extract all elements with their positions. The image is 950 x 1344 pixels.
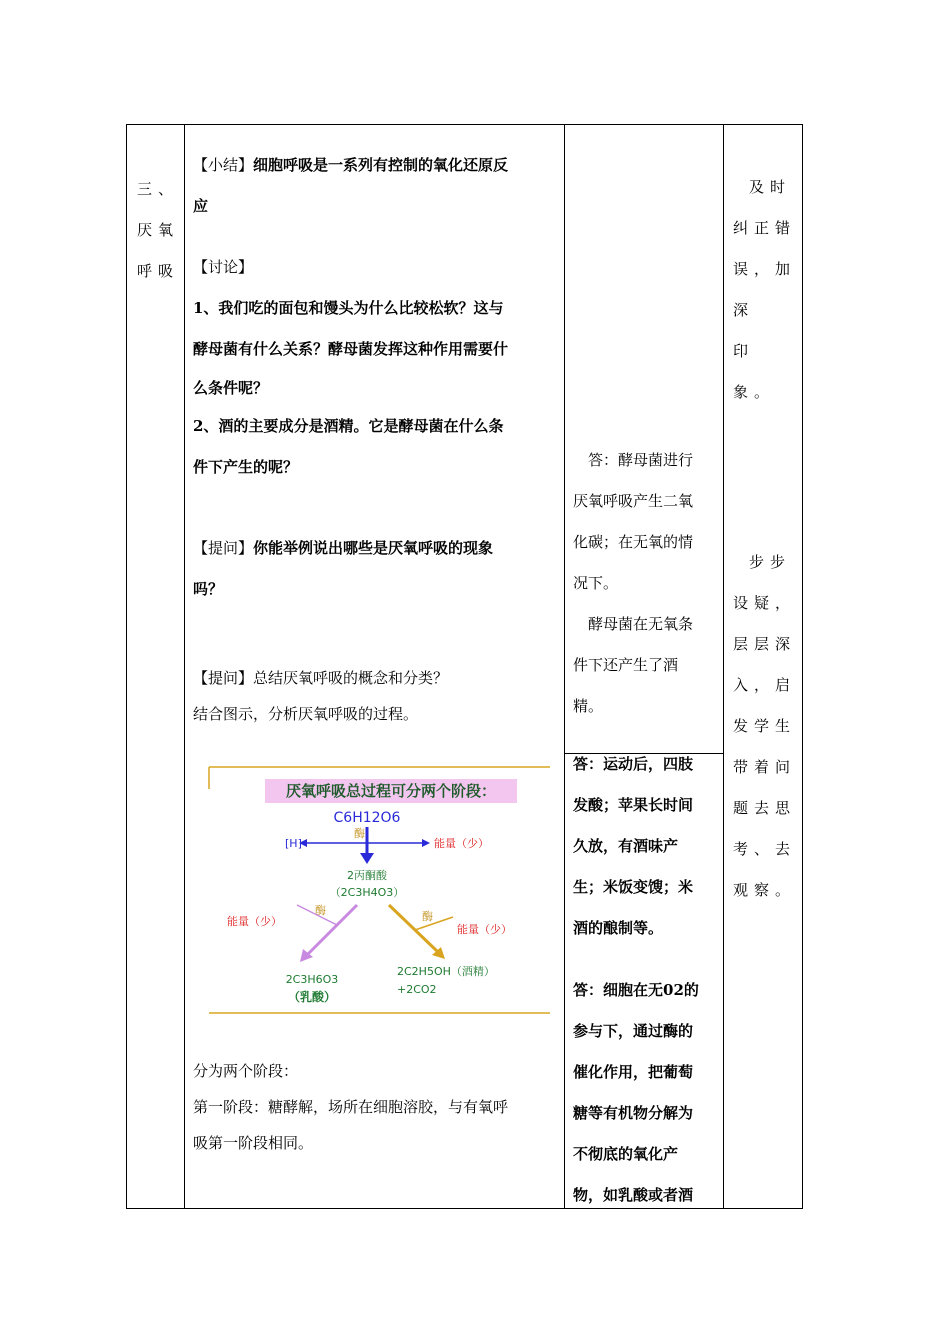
- note-line: 入，启: [733, 676, 797, 694]
- enzyme-label: 酶: [422, 910, 433, 923]
- note-line: 带着问: [733, 758, 797, 776]
- student-answer: [573, 744, 716, 949]
- teaching-content: [193, 145, 558, 732]
- enzyme-label: 酶: [354, 827, 365, 840]
- stage-line: 第一阶段：糖酵解，场所在细胞溶胶，与有氧呼: [193, 1098, 509, 1116]
- arrowhead-icon: [360, 853, 374, 864]
- energy-label: 能量（少）: [457, 923, 512, 936]
- column-divider: [723, 125, 724, 1208]
- summary-line: [193, 145, 558, 186]
- ask-tag: 【提问】: [193, 669, 254, 687]
- question-line: 件下产生的呢？: [193, 458, 299, 476]
- note-line: 深印: [733, 301, 773, 360]
- note-line: 发学生: [733, 717, 797, 735]
- ask-line: [193, 528, 558, 569]
- note-line: 步步: [749, 553, 792, 571]
- h-label: [H]: [285, 837, 302, 850]
- anaerobic-diagram: [207, 765, 552, 1015]
- note-line: 纠正错: [733, 219, 797, 237]
- ask-text: 吗？: [193, 580, 224, 598]
- answer-line: 催化作用，把葡萄: [573, 1063, 694, 1081]
- note-line: 设疑，: [733, 594, 797, 612]
- summary-text: 细胞呼吸是一系列有控制的氧化还原反: [253, 156, 509, 174]
- note-line: 考、去: [733, 840, 797, 858]
- ask-text: 你能举例说出哪些是厌氧呼吸的现象: [253, 539, 494, 557]
- ask-follow: 结合图示，分析厌氧呼吸的过程。: [193, 705, 419, 723]
- answer-line: 答：细胞在无02的: [573, 981, 699, 999]
- note-line: 观察。: [733, 881, 797, 899]
- section-title-line: 厌氧: [137, 221, 180, 239]
- answer-line: 生；米饭变馊；米: [573, 878, 694, 896]
- co2-label: +2CO2: [397, 983, 437, 996]
- energy-label: 能量（少）: [227, 915, 282, 928]
- design-note: [733, 167, 797, 413]
- answer-line: 参与下，通过酶的: [573, 1022, 694, 1040]
- summary-text: 应: [193, 197, 209, 215]
- question-line: 酵母菌有什么关系？酵母菌发挥这种作用需要什: [193, 340, 509, 358]
- answer-line: 物，如乳酸或者酒: [573, 1186, 694, 1204]
- note-line: 误，加: [733, 260, 797, 278]
- answer-line: 答：酵母菌进行: [588, 451, 694, 469]
- note-line: 象。: [733, 383, 776, 401]
- answer-line: 久放，有酒味产: [573, 837, 679, 855]
- section-title-line: 呼吸: [137, 262, 180, 280]
- answer-line: 答：运动后，四肢: [573, 755, 694, 773]
- diagram-title: 厌氧呼吸总过程可分两个阶段：: [285, 782, 497, 800]
- ask-line: [193, 660, 558, 696]
- glucose-formula: C6H12O6: [333, 810, 401, 826]
- student-answer: [573, 440, 716, 727]
- section-title: [137, 169, 181, 292]
- answer-line: 化碳；在无氧的情: [573, 533, 694, 551]
- answer-line: 厌氧呼吸产生二氧: [573, 492, 694, 510]
- answer-line: 不彻底的氧化产: [573, 1145, 679, 1163]
- answer-line: 件下还产生了酒: [573, 656, 679, 674]
- answer-line: 发酸；苹果长时间: [573, 796, 694, 814]
- column-divider: [184, 125, 185, 1208]
- discussion-tag: 【讨论】: [193, 258, 254, 276]
- answer-line: 况下。: [573, 574, 619, 592]
- answer-line: 酒的酿制等。: [573, 919, 664, 937]
- stage-line: 分为两个阶段：: [193, 1062, 299, 1080]
- student-answer: [573, 970, 716, 1216]
- ethanol-formula: 2C2H5OH（酒精）: [397, 965, 495, 978]
- ask-tag: 【提问】: [193, 539, 254, 557]
- lactic-formula: 2C3H6O3: [285, 973, 339, 986]
- pyruvate-formula: （2C3H4O3）: [329, 886, 405, 899]
- answer-line: 酵母菌在无氧条: [588, 615, 694, 633]
- lesson-table: [126, 124, 803, 1209]
- section-title-line: 三、: [137, 180, 180, 198]
- lactic-name: （乳酸）: [287, 990, 337, 1004]
- energy-label: 能量（少）: [434, 837, 489, 850]
- note-line: 层层深: [733, 635, 797, 653]
- arrowhead-icon: [422, 839, 430, 847]
- arrow-energy: [415, 917, 453, 930]
- answer-line: 精。: [573, 697, 604, 715]
- question-line: 1、我们吃的面包和馒头为什么比较松软？这与: [193, 299, 504, 317]
- enzyme-label: 酶: [315, 904, 326, 917]
- note-line: 题去思: [733, 799, 797, 817]
- ask-text: 总结厌氧呼吸的概念和分类？: [253, 669, 449, 687]
- design-note: [733, 542, 797, 911]
- column-divider: [564, 125, 565, 1208]
- note-line: 及时: [749, 178, 792, 196]
- question-line: 2、酒的主要成分是酒精。它是酵母菌在什么条: [193, 417, 504, 435]
- diagram-svg: [207, 765, 552, 1015]
- question-line: 么条件呢？: [193, 379, 269, 397]
- pyruvate-label: 2丙酮酸: [347, 869, 387, 882]
- stage-line: 吸第一阶段相同。: [193, 1134, 314, 1152]
- stage-description: [193, 1053, 558, 1161]
- summary-tag: 【小结】: [193, 156, 254, 174]
- answer-line: 糖等有机物分解为: [573, 1104, 694, 1122]
